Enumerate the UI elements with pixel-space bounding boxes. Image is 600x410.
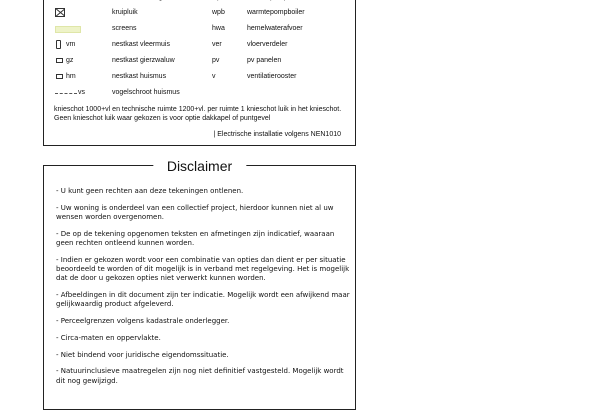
legend-abbreviation-meaning: hemelwaterafvoer — [247, 25, 303, 32]
legend-row — [44, 39, 355, 51]
disclaimer-item: - Perceelgrenzen volgens kadastrale onderlegger. — [56, 317, 230, 325]
legend-abbreviation-meaning: ventilatierooster — [247, 73, 297, 80]
legend-abbreviation: wpb — [212, 9, 225, 16]
legend-description — [112, 0, 184, 4]
dashed-line-icon — [55, 93, 77, 94]
sparrow-box-icon — [56, 74, 63, 79]
legend-description: nestkast gierzwaluw — [112, 57, 175, 64]
legend-abbreviation: hwa — [212, 25, 225, 32]
legend-row — [44, 71, 355, 83]
disclaimer-item: - Circa-maten en oppervlakte. — [56, 333, 161, 342]
legend-abbreviation-meaning: vloerverdeler — [247, 41, 288, 48]
legend-description: vogelschroot huismus — [112, 89, 180, 96]
legend-row — [44, 23, 355, 35]
legend-description: screens — [112, 25, 137, 32]
legend-description: kruipluik — [112, 9, 138, 16]
disclaimer-item: - U kunt geen rechten aan deze tekeningen ontlenen. — [56, 187, 244, 195]
legend-abbreviation: v — [212, 73, 216, 80]
legend-row — [44, 7, 355, 19]
legend-description: nestkast huismus — [112, 73, 167, 80]
legend-row — [44, 55, 355, 67]
crawl-hatch-icon — [55, 8, 65, 17]
legend-abbreviation-meaning: pv panelen — [247, 57, 282, 64]
legend-symbol: gz — [66, 57, 74, 64]
legend-description: nestkast vleermuis — [112, 41, 170, 48]
legend-abbreviation-meaning — [247, 0, 287, 4]
screen-swatch-icon — [55, 26, 81, 33]
legend-notes: knieschot 1000+vl en technische ruimte 1200+vl. per ruimte 1 knieschot luik in het knieschot. Geen knieschot luik waar gekozen is voor optie dakkapel of puntgevel — [54, 106, 342, 122]
legend-symbol: hm — [66, 73, 76, 80]
legend-panel — [43, 0, 356, 146]
legend-row — [44, 0, 355, 4]
legend-abbreviation: ver — [212, 41, 222, 48]
legend-abbreviation: pv — [212, 57, 220, 64]
disclaimer-item: - Uw woning is onderdeel van een collectief project, hierdoor kunnen niet al uw wensen worden overgenomen. — [56, 203, 334, 221]
legend-symbol: vm — [66, 41, 76, 48]
legend-row — [44, 87, 355, 99]
disclaimer-item: - De op de tekening opgenomen teksten en afmetingen zijn indicatief, waaraan geen rechten ontleend kunnen worden. — [56, 229, 335, 247]
disclaimer-panel — [43, 158, 356, 410]
installation-note: | Electrische installatie volgens NEN1010 — [213, 131, 341, 138]
legend-symbol: vs — [78, 89, 85, 96]
disclaimer-title: Disclaimer — [153, 156, 246, 176]
disclaimer-item: - Natuurinclusieve maatregelen zijn nog niet definitief vastgesteld. Mogelijk wordt dit nog gewijzigd. — [56, 367, 344, 385]
bat-box-icon — [56, 40, 61, 49]
legend-abbreviation — [212, 0, 221, 4]
disclaimer-list — [56, 187, 352, 393]
swift-box-icon — [56, 58, 63, 63]
disclaimer-item: - Afbeeldingen in dit document zijn ter indicatie. Mogelijk wordt een afwijkend maar gelijkwaardig product afgeleverd. — [56, 291, 350, 309]
disclaimer-item: - Indien er gekozen wordt voor een combinatie van opties dan dient er per situatie beoordeeld te worden of dit mogelijk is in verband met regelgeving. Het is mogelijk dat de door u gekozen opties niet verwerkt kunnen worden. — [56, 255, 350, 283]
disclaimer-item: - Niet bindend voor juridische eigendomssituatie. — [56, 350, 229, 359]
legend-abbreviation-meaning: warmtepompboiler — [247, 9, 305, 16]
legend-symbol — [54, 0, 73, 4]
